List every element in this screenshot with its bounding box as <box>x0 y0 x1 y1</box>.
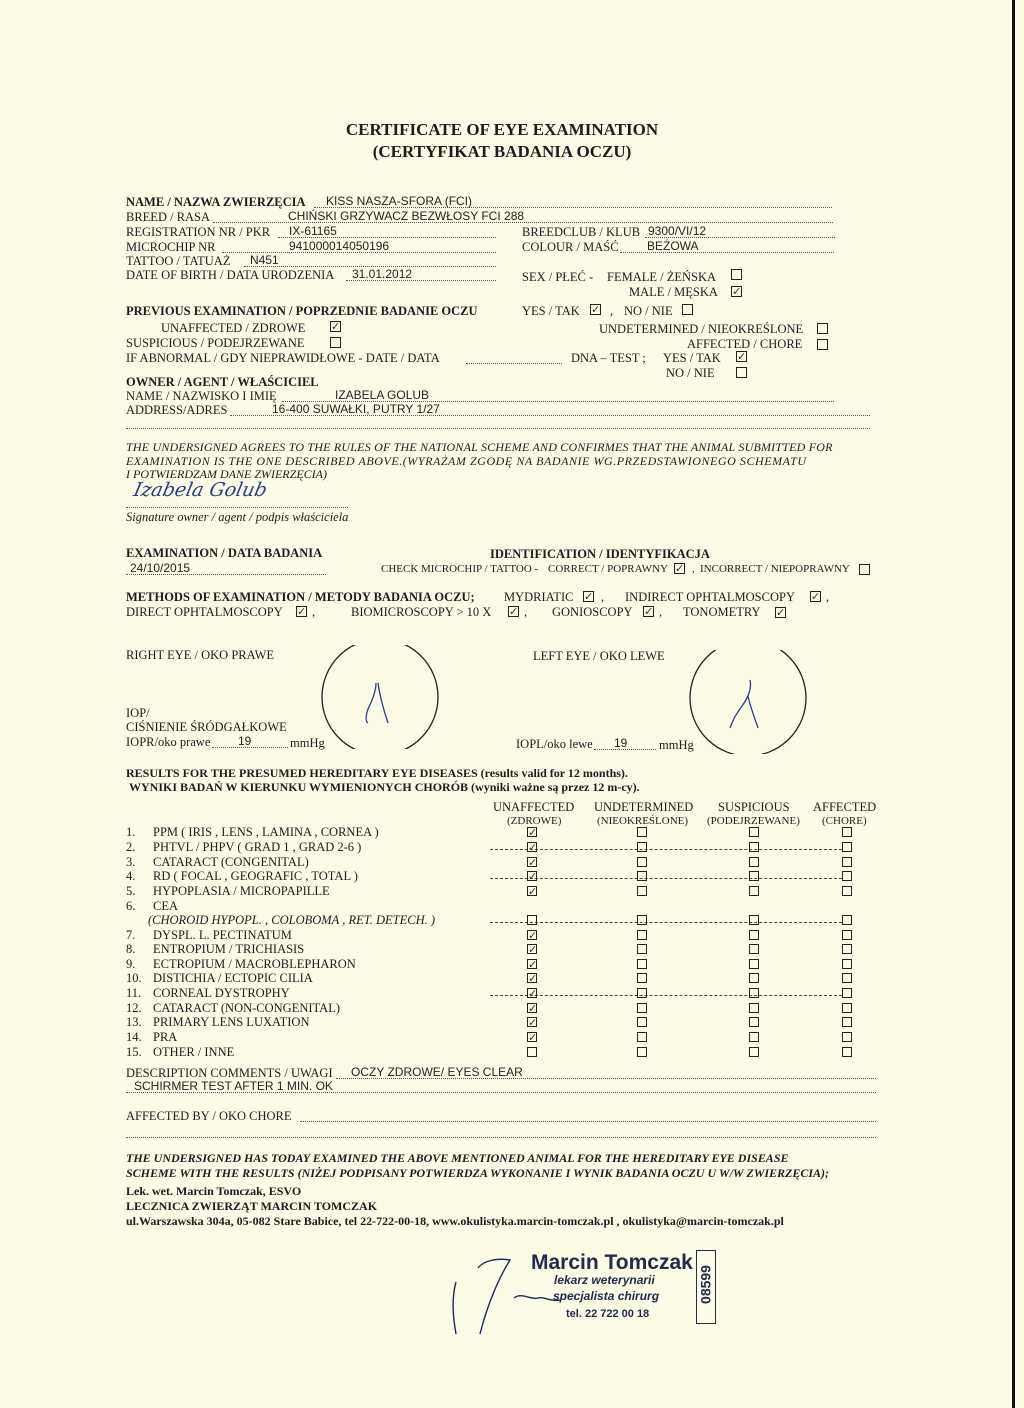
previous-yes-checkbox[interactable]: ✓ <box>591 303 601 316</box>
incorrect-checkbox[interactable] <box>859 564 870 575</box>
right-eye-label: RIGHT EYE / OKO PRAWE <box>126 648 275 662</box>
row-number: 14. <box>126 1030 142 1044</box>
identification-heading: IDENTIFICATION / IDENTYFIKACJA <box>490 547 710 561</box>
col-unaffected: UNAFFECTED <box>493 800 575 814</box>
result-checkbox[interactable] <box>842 886 852 896</box>
stamp-name: Marcin Tomczak <box>531 1251 693 1274</box>
title-line1: CERTIFICATE OF EYE EXAMINATION <box>345 120 659 139</box>
row-number: 10. <box>126 971 142 985</box>
result-checkbox[interactable] <box>749 988 759 998</box>
result-checkbox[interactable] <box>749 1032 759 1042</box>
agreement-line1: THE UNDERSIGNED AGREES TO THE RULES OF THE NATIONAL SCHEME AND CONFIRMES THAT THE ANIMAL SUBMITTED FOR <box>126 440 833 454</box>
clinic-name: LECZNICA ZWIERZĄT MARCIN TOMCZAK <box>126 1199 378 1213</box>
title-line2: (CERTYFIKAT BADANIA OCZU) <box>372 142 632 161</box>
result-checkbox[interactable]: ✓ <box>528 1016 538 1029</box>
owner-name-value: IZABELA GOLUB <box>335 388 430 402</box>
row-number: 4. <box>126 869 136 883</box>
result-checkbox[interactable]: ✓ <box>528 987 538 1000</box>
result-checkbox[interactable] <box>842 915 852 925</box>
result-checkbox[interactable] <box>842 1003 852 1013</box>
result-checkbox[interactable]: ✓ <box>528 1002 538 1015</box>
indirect-checkbox[interactable]: ✓ <box>811 590 821 603</box>
result-checkbox[interactable] <box>749 842 759 852</box>
female-checkbox[interactable] <box>731 269 742 280</box>
indirect-label: INDIRECT OPHTALMOSCOPY <box>625 590 795 604</box>
mydriatic-label: MYDRIATIC <box>504 590 574 604</box>
row-label: RD ( FOCAL , GEOGRAFIC , TOTAL ) <box>153 869 358 883</box>
dob-label: DATE OF BIRTH / DATA URODZENIA <box>126 268 335 282</box>
result-checkbox[interactable] <box>842 1032 852 1042</box>
result-checkbox[interactable]: ✓ <box>528 870 538 883</box>
row-number: 11. <box>126 986 142 1000</box>
correct-checkbox[interactable]: ✓ <box>675 562 685 575</box>
signature-caption: Signature owner / agent / podpis właściciela <box>126 510 349 524</box>
tonometry-label: TONOMETRY <box>683 605 761 619</box>
result-checkbox[interactable]: ✓ <box>528 826 538 839</box>
result-checkbox[interactable] <box>637 930 647 940</box>
colour-label: COLOUR / MAŚĆ <box>522 240 619 254</box>
result-checkbox[interactable] <box>527 1047 537 1057</box>
col-undetermined-pl: (NIEOKREŚLONE) <box>597 815 689 827</box>
agreement-line2: EXAMINATION IS THE ONE DESCRIBED ABOVE.(WYRAŻAM ZGODĘ NA BADANIE WG.PRZEDSTAWIONEGO SCHEMATU <box>126 454 807 468</box>
exam-heading: EXAMINATION / DATA BADANIA <box>126 546 323 560</box>
result-checkbox[interactable] <box>637 1017 647 1027</box>
result-checkbox[interactable] <box>749 857 759 867</box>
incorrect-label: INCORRECT / NIEPOPRAWNY <box>700 563 850 575</box>
row-label: PPM ( IRIS , LENS , LAMINA , CORNEA ) <box>153 825 379 839</box>
dob-value: 31.01.2012 <box>352 267 413 281</box>
result-checkbox[interactable] <box>749 973 759 983</box>
col-affected-pl: (CHORE) <box>822 815 867 827</box>
result-checkbox[interactable]: ✓ <box>528 972 538 985</box>
owner-name-label: NAME / NAZWISKO I IMIĘ <box>126 389 277 403</box>
iopr-value: 19 <box>238 734 252 748</box>
prev-suspicious-label: SUSPICIOUS / PODEJRZEWANE <box>126 336 305 350</box>
stamp-line1: lekarz weterynarii <box>554 1273 655 1287</box>
result-checkbox[interactable]: ✓ <box>528 885 538 898</box>
result-checkbox[interactable] <box>842 842 852 852</box>
result-checkbox[interactable] <box>842 973 852 983</box>
breedclub-label: BREEDCLUB / KLUB <box>522 225 641 239</box>
row-label: HYPOPLASIA / MICROPAPILLE <box>153 884 330 898</box>
colour-value: BEŻOWA <box>647 239 699 253</box>
result-checkbox[interactable] <box>749 930 759 940</box>
row-number: 1. <box>126 825 136 839</box>
registration-value: IX-61165 <box>289 224 337 238</box>
footer-line2: SCHEME WITH THE RESULTS (NIŻEJ PODPISANY POTWIERDZA WYKONANIE I WYNIK BADANIA OCZU U W/W ZWIERZĘCIA); <box>126 1166 830 1180</box>
row-label: DYSPL. L. PECTINATUM <box>153 928 292 942</box>
biomicroscopy-label: BIOMICROSCOPY > 10 X <box>351 605 492 619</box>
gonioscopy-label: GONIOSCOPY <box>552 605 633 619</box>
prev-affected-checkbox[interactable] <box>817 339 828 350</box>
result-checkbox[interactable] <box>842 871 852 881</box>
result-checkbox[interactable] <box>842 857 852 867</box>
address-value: 16-400 SUWAŁKI, PUTRY 1/27 <box>272 402 440 416</box>
result-checkbox[interactable] <box>637 1003 647 1013</box>
result-checkbox[interactable]: ✓ <box>528 943 538 956</box>
prev-unaffected-checkbox[interactable]: ✓ <box>331 320 341 333</box>
result-checkbox[interactable] <box>637 827 647 837</box>
result-checkbox[interactable] <box>637 959 647 969</box>
vet-name: Lek. wet. Marcin Tomczak, ESVO <box>126 1184 302 1198</box>
result-checkbox[interactable] <box>637 988 647 998</box>
results-heading2: WYNIKI BADAŃ W KIERUNKU WYMIENIONYCH CHORÓB (wyniki ważne są przez 12 m-cy). <box>129 780 640 794</box>
result-checkbox[interactable] <box>637 915 647 925</box>
address-label: ADDRESS/ADRES <box>126 403 228 417</box>
iopl-label: IOPL/oko lewe <box>516 737 593 751</box>
right-eye-diagram <box>318 645 442 749</box>
result-checkbox[interactable] <box>842 988 852 998</box>
previous-heading: PREVIOUS EXAMINATION / POPRZEDNIE BADANIE OCZU <box>126 304 478 318</box>
result-checkbox[interactable] <box>842 944 852 954</box>
dna-yes-label: YES / TAK <box>663 351 721 365</box>
exam-date: 24/10/2015 <box>130 561 191 575</box>
stamp-line2: specjalista chirurg <box>553 1289 660 1303</box>
row-number: 8. <box>126 942 136 956</box>
iopl-unit: mmHg <box>659 738 694 752</box>
iopr-label: IOPR/oko prawe <box>126 735 211 749</box>
biomicroscopy-checkbox[interactable]: ✓ <box>509 605 519 618</box>
row-label: CEA <box>153 899 178 913</box>
result-checkbox[interactable] <box>842 1047 852 1057</box>
results-heading1: RESULTS FOR THE PRESUMED HEREDITARY EYE DISEASES (results valid for 12 months). <box>126 766 628 780</box>
row-number: 3. <box>126 855 136 869</box>
result-checkbox[interactable] <box>749 871 759 881</box>
agreement-line3: I POTWIERDZAM DANE ZWIERZĘCIA) <box>126 467 327 481</box>
microchip-label: MICROCHIP NR <box>126 240 216 254</box>
result-checkbox[interactable] <box>842 827 852 837</box>
row-number: 9. <box>126 957 136 971</box>
row-label: (CHOROID HYPOPL. , COLOBOMA , RET. DETECH. ) <box>148 913 436 927</box>
tattoo-value: N451 <box>250 253 279 267</box>
methods-heading: METHODS OF EXAMINATION / METODY BADANIA OCZU; <box>126 590 475 604</box>
row-label: CATARACT (NON-CONGENITAL) <box>153 1001 340 1015</box>
result-checkbox[interactable] <box>749 1003 759 1013</box>
prev-undetermined-label: UNDETERMINED / NIEOKREŚLONE <box>599 322 804 336</box>
result-checkbox[interactable]: ✓ <box>528 841 538 854</box>
row-number: 15. <box>126 1045 142 1059</box>
row-number: 5. <box>126 884 136 898</box>
left-eye-diagram <box>688 650 812 754</box>
iop-label: IOP/ <box>126 706 150 720</box>
owner-signature: Izabela Golub <box>131 479 270 501</box>
microchip-value: 941000014050196 <box>289 239 390 253</box>
prev-affected-label: AFFECTED / CHORE <box>687 337 803 351</box>
previous-no-checkbox[interactable] <box>682 304 693 315</box>
result-checkbox[interactable] <box>637 973 647 983</box>
registration-label: REGISTRATION NR / PKR <box>126 225 271 239</box>
row-label: PRIMARY LENS LUXATION <box>153 1015 310 1029</box>
result-checkbox[interactable] <box>527 915 537 925</box>
result-checkbox[interactable] <box>749 886 759 896</box>
result-checkbox[interactable] <box>749 1017 759 1027</box>
row-label: CATARACT (CONGENITAL) <box>153 855 309 869</box>
sex-label: SEX / PŁEĆ - <box>522 270 594 284</box>
result-checkbox[interactable] <box>637 1047 647 1057</box>
iopr-unit: mmHg <box>290 736 325 750</box>
result-checkbox[interactable] <box>749 1047 759 1057</box>
direct-label: DIRECT OPHTALMOSCOPY <box>126 605 283 619</box>
breed-label: BREED / RASA <box>126 210 211 224</box>
left-eye-label: LEFT EYE / OKO LEWE <box>533 649 665 663</box>
comments-line1: OCZY ZDROWE/ EYES CLEAR <box>351 1065 523 1079</box>
col-undetermined: UNDETERMINED <box>594 800 694 814</box>
affected-by-label: AFFECTED BY / OKO CHORE <box>126 1109 292 1123</box>
result-checkbox[interactable]: ✓ <box>528 929 538 942</box>
comments-label: DESCRIPTION COMMENTS / UWAGI <box>126 1066 333 1080</box>
result-checkbox[interactable] <box>749 915 759 925</box>
male-label: MALE / MĘSKA <box>629 285 718 299</box>
previous-yes-label: YES / TAK <box>522 304 580 318</box>
page-edge <box>1012 0 1015 1408</box>
result-checkbox[interactable] <box>749 944 759 954</box>
breedclub-value: 9300/VI/12 <box>648 224 707 238</box>
dna-yes-checkbox[interactable]: ✓ <box>737 350 747 363</box>
check-microchip-label: CHECK MICROCHIP / TATTOO - <box>381 563 539 575</box>
stamp-number-box <box>696 1250 716 1324</box>
result-checkbox[interactable]: ✓ <box>528 958 538 971</box>
result-checkbox[interactable] <box>637 944 647 954</box>
result-checkbox[interactable] <box>637 842 647 852</box>
tonometry-checkbox[interactable]: ✓ <box>776 606 786 619</box>
col-suspicious: SUSPICIOUS <box>718 800 790 814</box>
result-checkbox[interactable] <box>842 930 852 940</box>
correct-label: CORRECT / POPRAWNY <box>548 563 668 575</box>
row-label: DISTICHIA / ECTOPIC CILIA <box>153 971 313 985</box>
row-label: PRA <box>153 1030 178 1044</box>
mydriatic-checkbox[interactable]: ✓ <box>584 590 594 603</box>
gonioscopy-checkbox[interactable]: ✓ <box>644 605 654 618</box>
prev-undetermined-checkbox[interactable] <box>817 323 828 334</box>
result-checkbox[interactable]: ✓ <box>528 856 538 869</box>
row-label: PHTVL / PHPV ( GRAD 1 , GRAD 2-6 ) <box>153 840 362 854</box>
dna-label: DNA – TEST ; <box>571 351 646 365</box>
prev-suspicious-checkbox[interactable] <box>330 337 341 348</box>
animal-name: KISS NASZA-SFORA (FCI) <box>326 194 473 208</box>
abnormal-label: IF ABNORMAL / GDY NIEPRAWIDŁOWE - DATE / DATA <box>126 351 440 365</box>
result-checkbox[interactable]: ✓ <box>528 1031 538 1044</box>
row-label: OTHER / INNE <box>153 1045 235 1059</box>
row-label: ECTROPIUM / MACROBLEPHARON <box>153 957 356 971</box>
col-affected: AFFECTED <box>813 800 877 814</box>
result-checkbox[interactable] <box>637 1032 647 1042</box>
row-label: CORNEAL DYSTROPHY <box>153 986 290 1000</box>
name-label: NAME / NAZWA ZWIERZĘCIA <box>126 195 306 209</box>
result-checkbox[interactable] <box>842 1017 852 1027</box>
direct-checkbox[interactable]: ✓ <box>297 605 307 618</box>
male-checkbox[interactable]: ✓ <box>732 285 742 298</box>
previous-no-label: NO / NIE <box>624 304 673 318</box>
stamp-number: 08599 <box>697 1265 714 1304</box>
owner-heading: OWNER / AGENT / WŁAŚCICIEL <box>126 375 319 389</box>
iop-polish-label: CIŚNIENIE ŚRÓDGAŁKOWE <box>126 720 287 734</box>
result-checkbox[interactable] <box>749 959 759 969</box>
row-label: ENTROPIUM / TRICHIASIS <box>153 942 305 956</box>
result-checkbox[interactable] <box>842 959 852 969</box>
row-number: 13. <box>126 1015 142 1029</box>
row-number: 12. <box>126 1001 142 1015</box>
tattoo-label: TATTOO / TATUAŻ <box>126 254 231 268</box>
stamp-tel: tel. 22 722 00 18 <box>566 1308 650 1320</box>
result-checkbox[interactable] <box>637 857 647 867</box>
row-number: 6. <box>126 899 136 913</box>
col-unaffected-pl: (ZDROWE) <box>507 815 562 827</box>
row-number: 2. <box>126 840 136 854</box>
row-number: 7. <box>126 928 136 942</box>
result-checkbox[interactable] <box>637 871 647 881</box>
breed-value: CHIŃSKI GRZYWACZ BEZWŁOSY FCI 288 <box>288 209 525 223</box>
dna-no-checkbox[interactable] <box>736 367 747 378</box>
col-suspicious-pl: (PODEJRZEWANE) <box>707 815 800 827</box>
result-checkbox[interactable] <box>749 827 759 837</box>
footer-line1: THE UNDERSIGNED HAS TODAY EXAMINED THE ABOVE MENTIONED ANIMAL FOR THE HEREDITARY EYE DISEASE <box>126 1151 789 1165</box>
result-checkbox[interactable] <box>637 886 647 896</box>
dna-no-label: NO / NIE <box>666 366 715 380</box>
clinic-address: ul.Warszawska 304a, 05-082 Stare Babice, tel 22-722-00-18, www.okulistyka.marcin-tomczak.pl , okulistyka@marcin-tomczak.pl <box>126 1214 784 1228</box>
prev-unaffected-label: UNAFFECTED / ZDROWE <box>161 321 306 335</box>
comments-line2: SCHIRMER TEST AFTER 1 MIN. OK <box>134 1079 333 1093</box>
iopl-value: 19 <box>614 736 628 750</box>
female-label: FEMALE / ŻEŃSKA <box>607 270 717 284</box>
